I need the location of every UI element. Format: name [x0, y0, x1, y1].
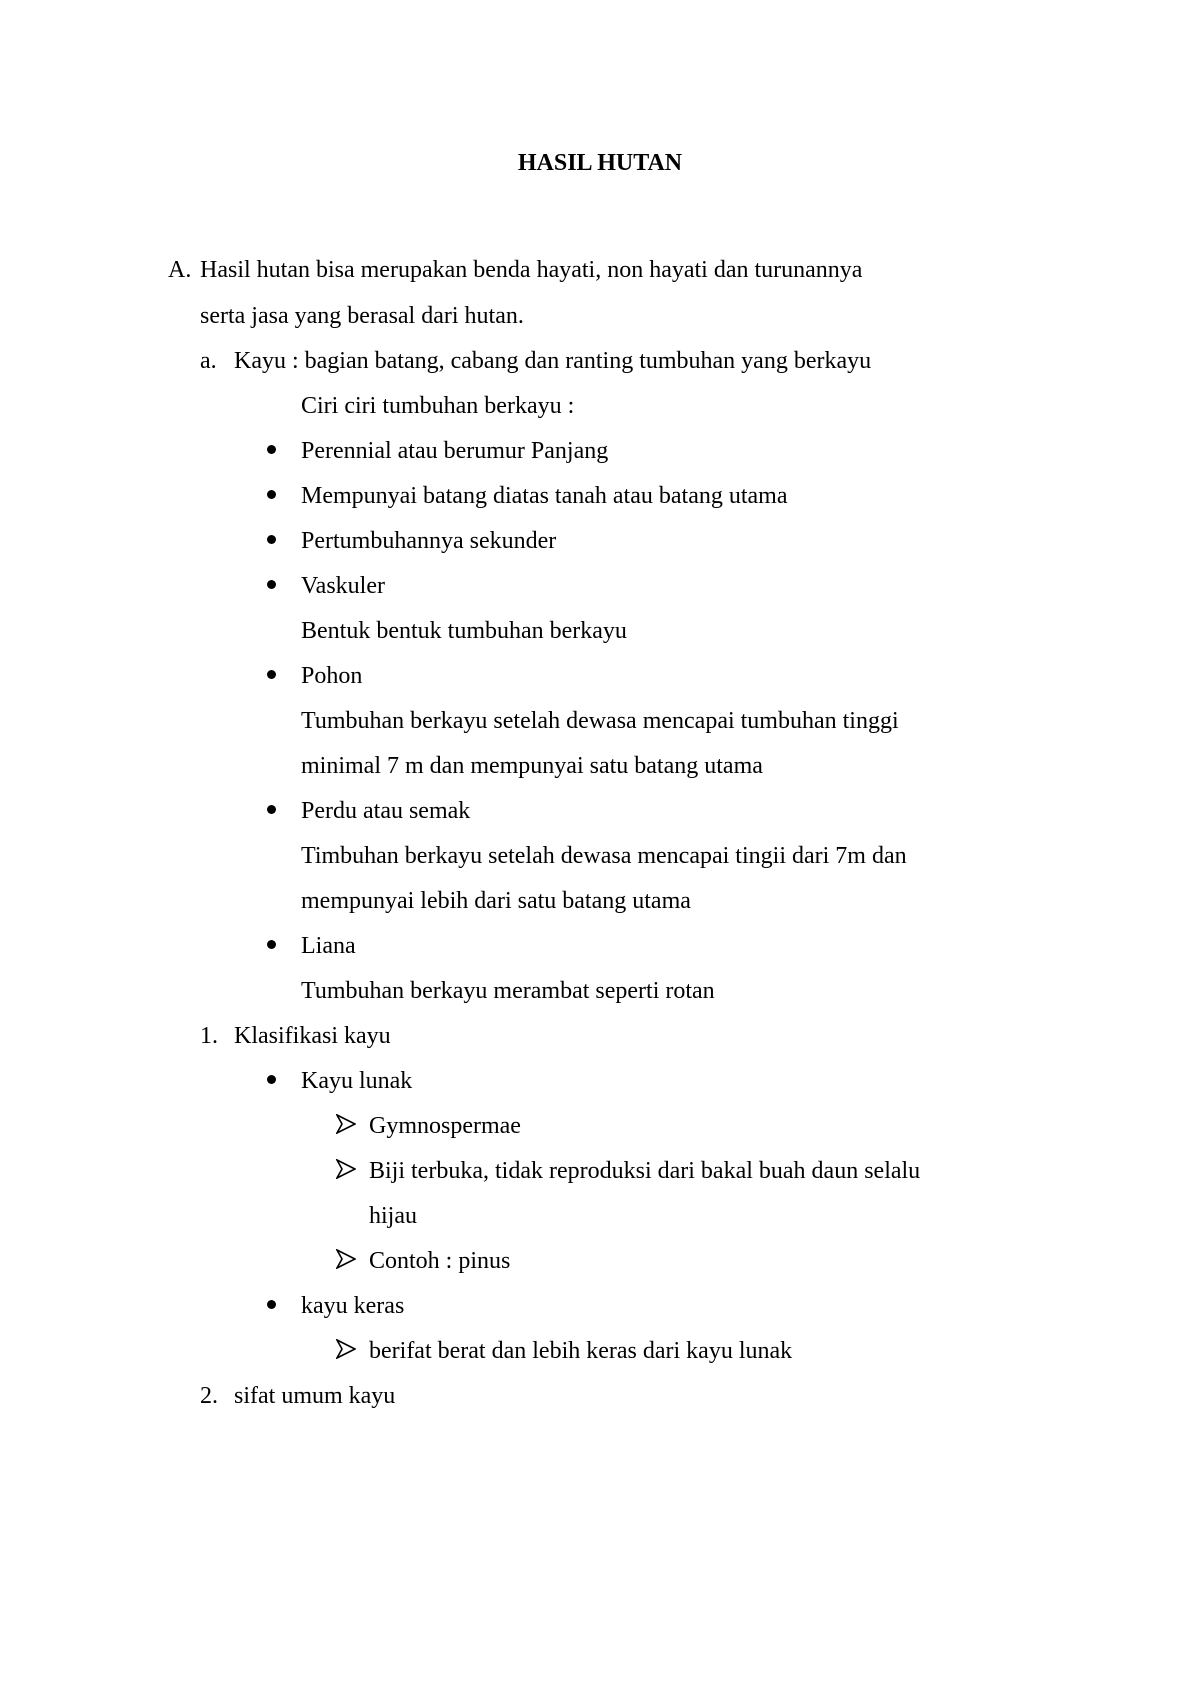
item-1-marker: 1.: [200, 1023, 218, 1049]
filled-circle-bullet-icon: [267, 580, 276, 589]
item-a-text: Kayu : bagian batang, cabang dan ranting tumbuhan yang berkayu: [234, 348, 872, 374]
list-item: Vaskuler: [301, 573, 385, 599]
list-item: Perdu atau semak: [301, 798, 471, 824]
filled-circle-bullet-icon: [267, 670, 276, 679]
section-a-text-line2: serta jasa yang berasal dari hutan.: [200, 303, 524, 329]
bentuk-heading: Bentuk bentuk tumbuhan berkayu: [301, 618, 627, 644]
list-item: Pohon: [301, 663, 363, 689]
list-item: Mempunyai batang diatas tanah atau batang utama: [301, 483, 788, 509]
arrowhead-bullet-icon: [336, 1249, 356, 1269]
filled-circle-bullet-icon: [267, 1075, 276, 1084]
filled-circle-bullet-icon: [267, 940, 276, 949]
arrowhead-bullet-icon: [336, 1114, 356, 1134]
filled-circle-bullet-icon: [267, 535, 276, 544]
list-item-description: mempunyai lebih dari satu batang utama: [301, 888, 691, 914]
page-title: HASIL HUTAN: [517, 150, 683, 176]
list-item: Liana: [301, 933, 356, 959]
sub-list-item: Biji terbuka, tidak reproduksi dari bakal buah daun selalu: [369, 1158, 921, 1184]
item-a-marker: a.: [200, 348, 217, 374]
list-item-description: minimal 7 m dan mempunyai satu batang utama: [301, 753, 763, 779]
list-item: Perennial atau berumur Panjang: [301, 438, 609, 464]
arrowhead-bullet-icon: [336, 1159, 356, 1179]
ciri-heading: Ciri ciri tumbuhan berkayu :: [301, 393, 575, 419]
list-item-description: Tumbuhan berkayu setelah dewasa mencapai tumbuhan tinggi: [301, 708, 899, 734]
arrowhead-bullet-icon: [336, 1339, 356, 1359]
filled-circle-bullet-icon: [267, 1300, 276, 1309]
item-2-marker: 2.: [200, 1383, 218, 1409]
list-item: Pertumbuhannya sekunder: [301, 528, 557, 554]
item-1-text: Klasifikasi kayu: [234, 1023, 391, 1049]
sub-list-item: Gymnospermae: [369, 1113, 521, 1139]
filled-circle-bullet-icon: [267, 805, 276, 814]
list-item: kayu keras: [301, 1293, 405, 1319]
filled-circle-bullet-icon: [267, 445, 276, 454]
section-a-marker: A.: [168, 257, 192, 283]
filled-circle-bullet-icon: [267, 490, 276, 499]
list-item-description: Tumbuhan berkayu merambat seperti rotan: [301, 978, 715, 1004]
sub-list-item-continuation: hijau: [369, 1203, 417, 1229]
sub-list-item: Contoh : pinus: [369, 1248, 511, 1274]
list-item-description: Timbuhan berkayu setelah dewasa mencapai tingii dari 7m dan: [301, 843, 907, 869]
list-item: Kayu lunak: [301, 1068, 413, 1094]
section-a-text-line1: Hasil hutan bisa merupakan benda hayati, non hayati dan turunannya: [200, 257, 863, 283]
sub-list-item: berifat berat dan lebih keras dari kayu lunak: [369, 1338, 793, 1364]
item-2-text: sifat umum kayu: [234, 1383, 396, 1409]
